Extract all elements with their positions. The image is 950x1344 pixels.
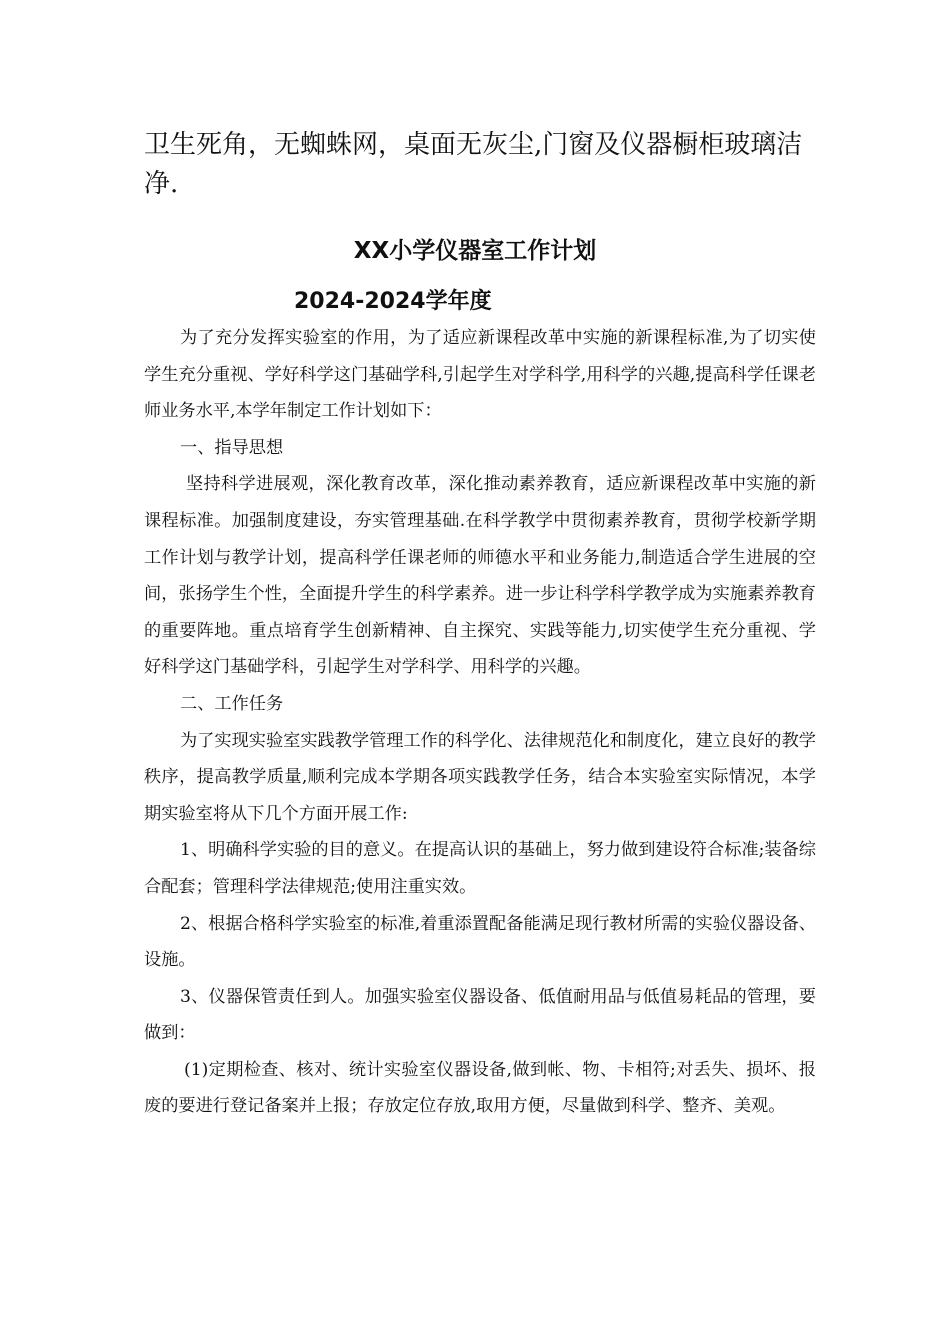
- paragraph-guiding-ideology: 坚持科学进展观，深化教育改革，深化推动素养教育，适应新课程改革中实施的新课程标准。加强制度建设，夯实管理基础.在科学教学中贯彻素养教育，贯彻学校新学期工作计划与教学计划，提高科学任课老师的师德水平和业务能力,制造适合学生进展的空间，张扬学生个性，全面提升学生的科学素养。进一步让科学科学教学成为实施素养教育的重要阵地。重点培育学生创新精神、自主探究、实践等能力,切实使学生充分重视、学好科学这门基础学科，引起学生对学科学、用科学的兴趣。: [144, 474, 816, 678]
- sub-item-1: (1)定期检查、核对、统计实验室仪器设备,做到帐、物、卡相符;对丢失、损坏、报废的要进行登记备案并上报；存放定位存放,取用方便，尽量做到科学、整齐、美观。: [144, 1059, 816, 1117]
- page-subtitle: 2024-2024学年度: [294, 289, 492, 314]
- list-item-2: 2、根据合格科学实验室的标准,着重添置配备能满足现行教材所需的实验仪器设备、设施。: [144, 913, 816, 971]
- list-item-1: 1、明确科学实验的目的意义。在提高认识的基础上，努力做到建设符合标准;装备综合配套；管理科学法律规范;使用注重实效。: [144, 840, 816, 897]
- paragraph-purpose: 为了充分发挥实验室的作用，为了适应新课程改革中实施的新课程标准,为了切实使学生充分重视、学好科学这门基础学科,引起学生对学科学,用科学的兴趣,提高科学任课老师业务水平,本学年制定工作计划如下：: [144, 328, 816, 422]
- list-item-3: 3、仪器保管责任到人。加强实验室仪器设备、低值耐用品与低值易耗品的管理，要做到：: [144, 986, 816, 1044]
- paragraph-work-tasks: 为了实现实验室实践教学管理工作的科学化、法律规范化和制度化，建立良好的教学秩序，提高教学质量,顺利完成本学期各项实践教学任务，结合本实验室实际情况，本学期实验室将从下几个方面开展工作:: [144, 730, 816, 824]
- page-title: XX小学仪器室工作计划: [353, 238, 597, 264]
- intro-text: 卫生死角，无蜘蛛网，桌面无灰尘,门窗及仪器橱柜玻璃洁净.: [144, 130, 803, 199]
- document-body: [144, 320, 816, 1125]
- section-heading-work-tasks: 二、工作任务: [180, 693, 284, 714]
- section-heading-guiding-ideology: 一、指导思想: [180, 437, 284, 458]
